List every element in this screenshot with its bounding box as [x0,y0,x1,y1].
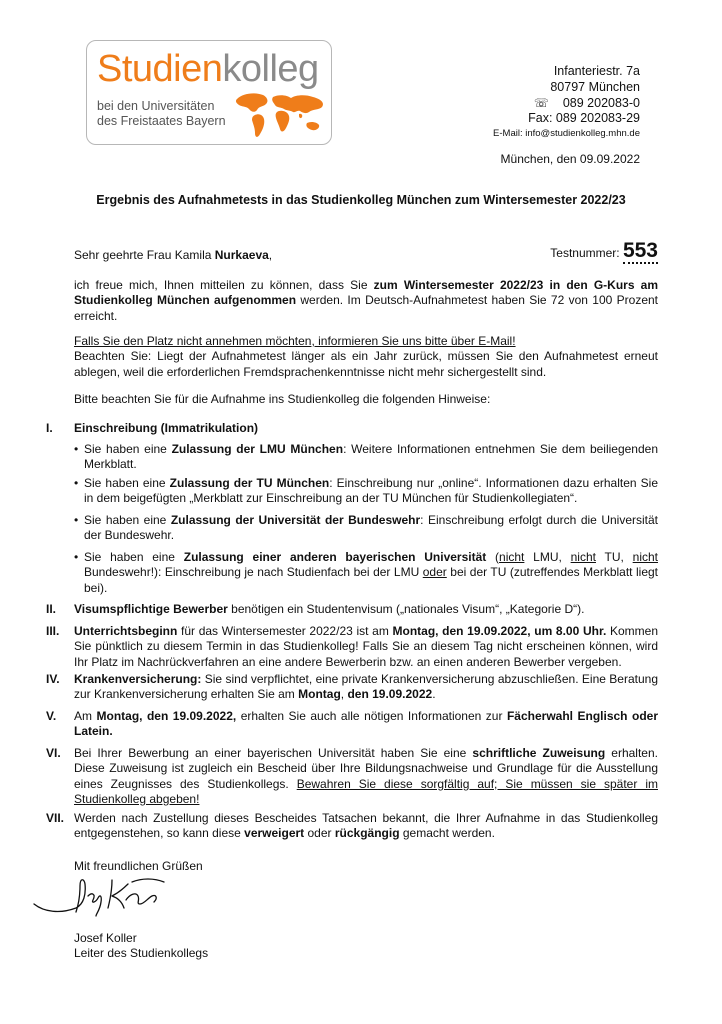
address-email: E-Mail: info@studienkolleg.mhn.de [493,128,640,139]
section-V: Am Montag, den 19.09.2022, erhalten Sie auch alle nötigen Informationen zur Fächerwahl Englisch oder Latein. [74,709,658,739]
section-num-II: II. [46,602,57,616]
list-item: • Sie haben eine Zulassung der TU München: Einschreibung nur „online“. Informationen dazu erhalten Sie in dem beigefügten „Merkblatt zur Einschreibung an der TU München für Studienkollegiaten“. [74,476,658,507]
section-III: Unterrichtsbeginn für das Wintersemester 2022/23 ist am Montag, den 19.09.2022, um 8.00 Uhr. Kommen Sie pünktlich zu diesem Termin in das Studienkolleg! Falls Sie an diesem Tag nicht erscheinen können, wird Ihr Platz im Nachrückverfahren an eine andere Bewerberin bzw. an einen anderen Bewerber vergeben. [74,624,658,669]
world-map-icon [233,89,329,143]
section-VII: Werden nach Zustellung dieses Bescheides Tatsachen bekannt, die Ihrer Aufnahme in das Studienkolleg entgegenstehen, so kann diese verweigert oder rückgängig gemacht werden. [74,811,658,841]
section-heading-I: Einschreibung (Immatrikulation) [74,421,259,435]
list-item: • Sie haben eine Zulassung der LMU München: Weitere Informationen entnehmen Sie dem beiliegenden Merkblatt. [74,442,658,473]
address-street: Infanteriestr. 7a [553,64,640,78]
date-line: München, den 09.09.2022 [500,152,640,166]
signatory-role: Leiter des Studienkollegs [74,946,209,960]
address-fax: Fax: 089 202083-29 [528,111,640,125]
logo-title: Studienkolleg [97,48,319,90]
salutation: Sehr geehrte Frau Kamila Nurkaeva, [74,248,273,262]
testnummer-value: 553 [622,239,658,262]
signatory-name: Josef Koller [74,931,137,945]
section-num-I: I. [46,421,53,435]
list-item: • Sie haben eine Zulassung der Universität der Bundeswehr: Einschreibung erfolgt durch die Universität der Bundeswehr. [74,513,658,544]
section-II: Visumspflichtige Bewerber benötigen ein Studentenvisum („nationales Visum“, „Kategorie D“). [74,602,585,616]
hint-intro: Bitte beachten Sie für die Aufnahme ins Studienkolleg die folgenden Hinweise: [74,392,491,406]
signature [30,872,180,922]
address-city: 80797 München [550,80,640,94]
address-phone-line: ☏ 089 202083-0 [533,96,640,110]
section-num-III: III. [46,624,60,638]
section-num-IV: IV. [46,672,60,686]
section-VI: Bei Ihrer Bewerbung an einer bayerischen Universität haben Sie eine schriftliche Zuweisung erhalten. Diese Zuweisung ist zugleich ein Bescheid über Ihre Bildungsnachweise und Grundlage für die Ausstellung eines Zeugnisses des Studienkollegs. Bewahren Sie diese sorgfältig auf; Sie müssen sie später im Studienkolleg abgeben! [74,746,658,806]
section-IV: Krankenversicherung: Sie sind verpflichtet, eine private Krankenversicherung abzuschließen. Eine Beratung zur Krankenversicherung erhalten Sie am Montag, den 19.09.2022. [74,672,658,702]
studienkolleg-logo [86,40,332,145]
section-num-VII: VII. [46,811,65,825]
list-item: • Sie haben eine Zulassung einer anderen bayerischen Universität (nicht LMU, nicht TU, nicht Bundeswehr!): Einschreibung je nach Studienfach bei der LMU oder bei der TU (zutreffendes Merkblatt liegt bei). [74,550,658,596]
logo-subtitle: bei den Universitäten des Freistaates Bayern [97,99,226,128]
closing-greeting: Mit freundlichen Grüßen [74,859,203,873]
intro-paragraph: ich freue mich, Ihnen mitteilen zu können, dass Sie zum Wintersemester 2022/23 in den G-Kurs am Studienkolleg München aufgenommen werden. Im Deutsch-Aufnahmetest haben Sie 72 von 100 Prozent erreicht. [74,278,659,323]
testnummer: Testnummer: 553 [550,239,658,262]
phone-icon: ☏ [533,96,549,110]
section-num-V: V. [46,709,57,723]
page-title: Ergebnis des Aufnahmetests in das Studienkolleg München zum Wintersemester 2022/23 [96,193,626,207]
notice-paragraph: Falls Sie den Platz nicht annehmen möchten, informieren Sie uns bitte über E-Mail! Beachten Sie: Liegt der Aufnahmetest länger als ein Jahr zurück, müssen Sie den Aufnahmetest erneut ablegen, weil die erforderlichen Fremdsprachenkenntnisse nicht mehr sichergestellt sind. [74,334,658,379]
section-num-VI: VI. [46,746,61,760]
